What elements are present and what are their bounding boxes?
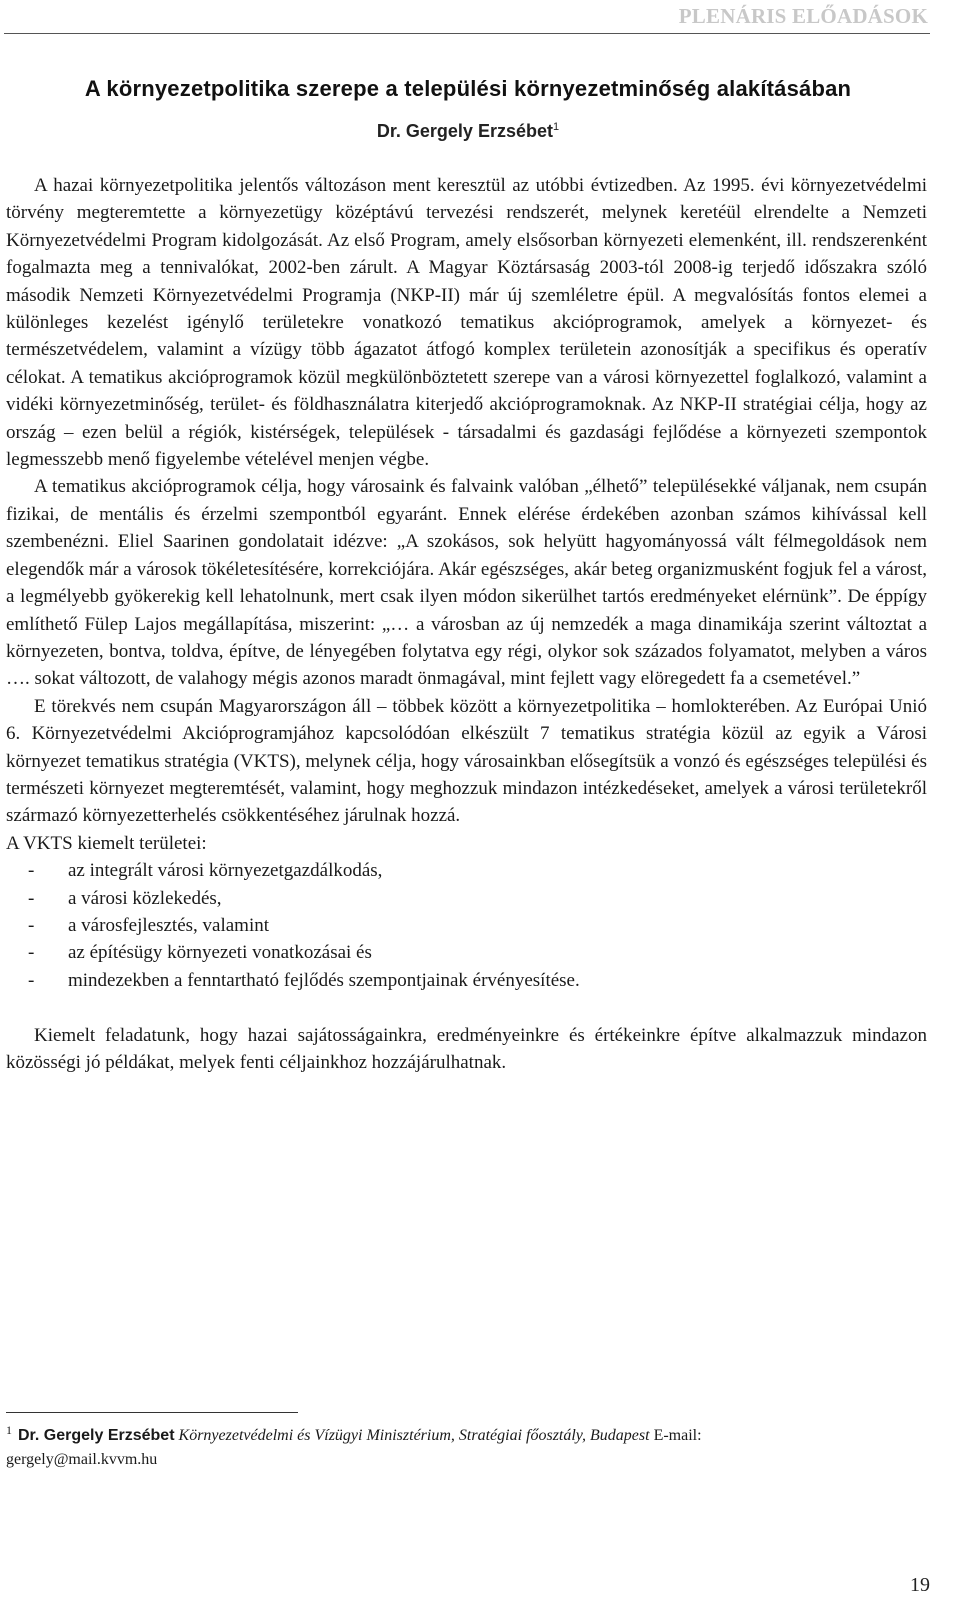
list-item bbox=[6, 967, 927, 994]
running-header: PLENÁRIS ELŐADÁSOK bbox=[678, 4, 928, 28]
author-name: Dr. Gergely Erzsébet bbox=[376, 121, 553, 141]
list-item bbox=[6, 885, 927, 912]
list-intro: A VKTS kiemelt területei: bbox=[6, 832, 207, 854]
list-bullet: - bbox=[28, 942, 35, 964]
article-title: A környezetpolitika szerepe a települési környezetminőség alakításában bbox=[84, 76, 852, 101]
page-number: 19 bbox=[910, 1574, 930, 1596]
footnote-divider bbox=[6, 1412, 298, 1413]
footnote-mark: 1 bbox=[6, 1422, 12, 1437]
list-item bbox=[6, 857, 927, 884]
list-bullet: - bbox=[28, 887, 35, 909]
author-footnote-mark[interactable]: 1 bbox=[552, 121, 560, 133]
list-item bbox=[6, 939, 927, 966]
paragraph-spacer bbox=[6, 994, 927, 1021]
footnote-email-link[interactable]: gergely@mail.kvvm.hu bbox=[6, 1451, 158, 1468]
author-line bbox=[0, 121, 936, 142]
list-item-text: a városfejlesztés, valamint bbox=[68, 914, 270, 936]
list-item-text: az építésügy környezeti vonatkozásai és bbox=[68, 942, 372, 964]
list-item-text: mindezekben a fenntartható fejlődés szempontjainak érvényesítése. bbox=[68, 969, 580, 991]
paragraph-goals: A tematikus akcióprogramok célja, hogy városaink és falvaink valóban „élhető” településekké váljanak, nem csupán fizikai, de mentális és érzelmi szempontból egyaránt. Ennek elérése érdekében azonban számos kihívással kell szembenézni. Eliel Saarinen gondolatait idézve: „A szokásos, sok helyütt hagyományossá vált félmegoldások nem elegendők már a városok tökéletesítésére, korrekciójára. Akár egészséges, akár beteg organizmusként fogjuk fel a várost, a legmélyebb gyökerekig kell lehatolnunk, mert csak ilyen módon sikerülhet tartós eredményeket elérnünk”. De éppígy említhető Fülep Lajos megállapítása, miszerint: „… a városban az új nemzedék a maga dinamikája szerint változtat a környezeten, bontva, toldva, építve, de lényegében folytatva egy régi, olykor sok százados folyamatot, melyben a város …. sokat változott, de valahogy mégis azonos maradt önmagával, mint fejlett vagy elöregedett fa a csemetével.” bbox=[6, 476, 927, 690]
list-bullet: - bbox=[28, 860, 35, 882]
footnote bbox=[6, 1424, 927, 1472]
list-item-text: a városi közlekedés, bbox=[68, 887, 222, 909]
list-item bbox=[6, 912, 927, 939]
header-divider bbox=[4, 33, 930, 34]
list-bullet: - bbox=[28, 969, 35, 991]
list-bullet: - bbox=[28, 914, 35, 936]
paragraph-conclusion: Kiemelt feladatunk, hogy hazai sajátosságainkra, eredményeinkre és értékeinkre építve alkalmazzuk mindazon közösségi jó példákat, melyek fenti céljainkhoz hozzájárulhatnak. bbox=[6, 1024, 927, 1073]
footnote-affiliation: Környezetvédelmi és Vízügyi Minisztérium, Stratégiai főosztály, Budapest bbox=[178, 1427, 650, 1444]
footnote-author-name: Dr. Gergely Erzsébet bbox=[18, 1427, 175, 1444]
article-body bbox=[6, 172, 927, 1076]
footnote-email-label: E-mail: bbox=[653, 1427, 702, 1444]
list-item-text: az integrált városi környezetgazdálkodás, bbox=[68, 860, 383, 882]
paragraph-intro: A hazai környezetpolitika jelentős változáson ment keresztül az utóbbi évtizedben. Az 1995. évi környezetvédelmi törvény megteremtette a környezetügy középtávú tervezési rendszerét, melynek keretéül elrendelte a Nemzeti Környezetvédelmi Program kidolgozását. Az első Program, amely elsősorban környezeti elemenként, ill. rendszerenként fogalmazta meg a tennivalókat, 2002-ben zárult. A Magyar Köztársaság 2003-tól 2008-ig terjedő időszakra szóló második Nemzeti Környezetvédelmi Programja (NKP-II) már új szemléletre épül. A megvalósítás fontos elemei a különleges kezelést igénylő területekre vonatkozó tematikus akcióprogramok, amelyek a környezet- és természetvédelem, valamint a vízügy több ágazatot átfogó komplex területein azonosítják a specifikus és operatív célokat. A tematikus akcióprogramok közül megkülönböztetett szerepe van a városi környezettel foglalkozó, valamint a vidéki környezetminőség, terület- és földhasználatra kiterjedő akcióprogramoknak. Az NKP-II stratégiai célja, hogy az ország – ezen belül a régiók, kistérségek, települések - társadalmi és gazdasági fejlődése a környezeti szempontok legmesszebb menő figyelembe vételével menjen végbe. bbox=[6, 175, 927, 471]
vkts-areas-list bbox=[6, 857, 927, 994]
paragraph-eu-strategy: E törekvés nem csupán Magyarországon áll – többek között a környezetpolitika – homlokterében. Az Európai Unió 6. Környezetvédelmi Akcióprogramjához kapcsolódóan elkészült 7 tematikus stratégia közül az egyik a Városi környezet tematikus stratégia (VKTS), melynek célja, hogy városainkban elősegítsük a vonzó és egészséges települési és természeti környezet megteremtését, valamint, hogy meghozzuk mindazon intézkedéseket, amelyek a városi területekről származó környezetterhelés csökkentéséhez járulnak hozzá. bbox=[6, 695, 927, 827]
